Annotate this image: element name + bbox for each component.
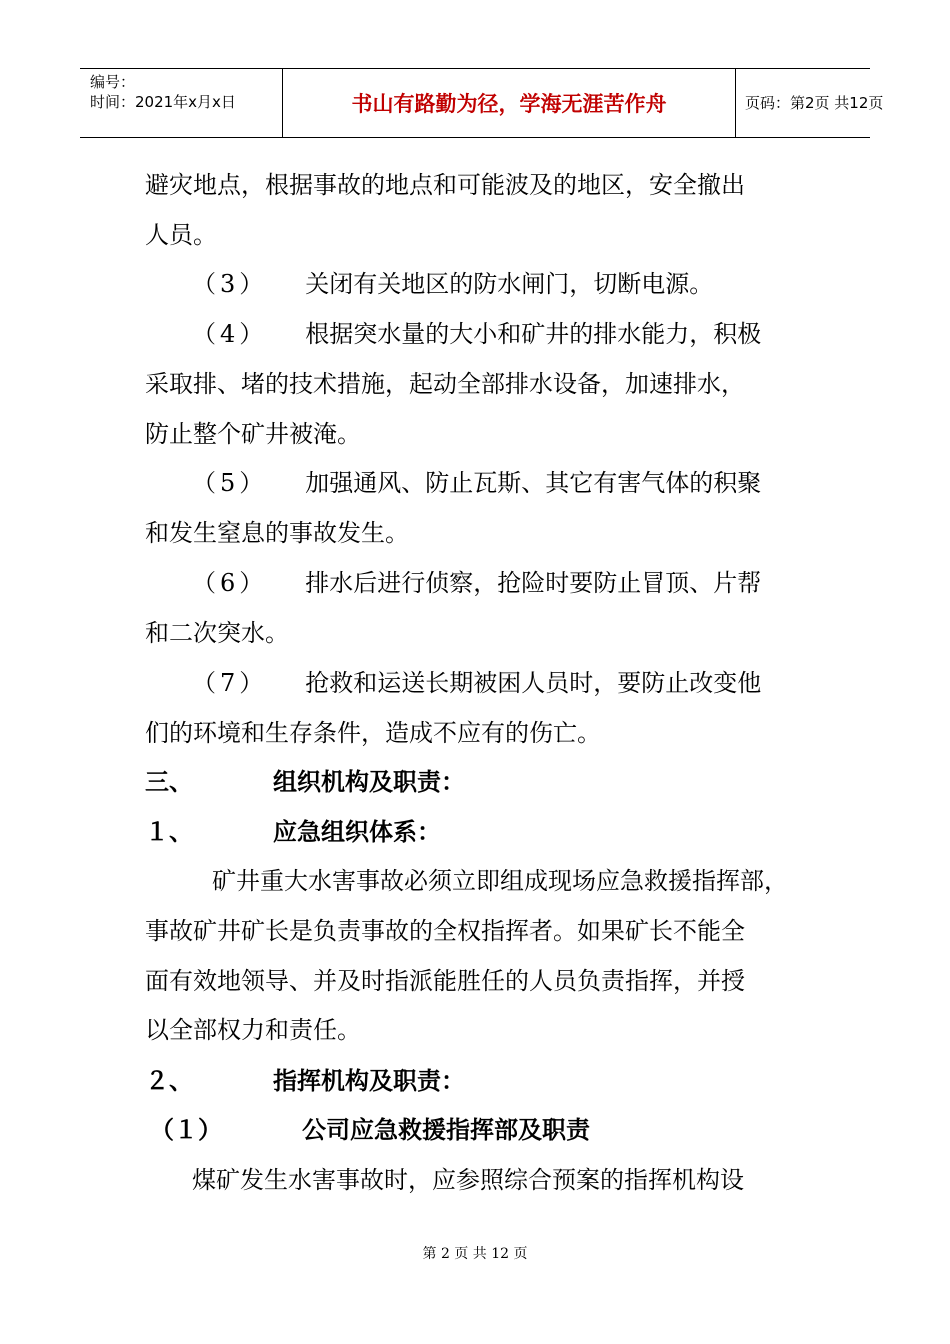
list-item-text: 排水后进行侦察，抢险时要防止冒顶、片帮 [305,569,762,597]
list-item [192,269,713,299]
list-item-text: 加强通风、防止瓦斯、其它有害气体的积聚 [305,469,762,497]
body-line: 采取排、堵的技术措施，起动全部排水设备，加速排水， [145,370,745,398]
page-footer: 第 2 页 共 12 页 [422,1246,528,1262]
subsection-title: 指挥机构及职责： [273,1067,465,1095]
paragraph-line: 煤矿发生水害事故时，应参照综合预案的指挥机构设 [192,1166,744,1194]
subsection-number: １、 [145,818,193,846]
body-line: 们的环境和生存条件，造成不应有的伤亡。 [145,719,601,747]
document-number-label: 编号： [90,73,136,91]
subsection-number: ２、 [145,1067,193,1095]
section-heading [145,767,465,797]
subsection-heading [145,1066,465,1096]
list-item [192,319,761,349]
subsection-number: （１） [150,1116,222,1144]
subsection-title: 应急组织体系： [273,818,441,846]
body-line: 和发生窒息的事故发生。 [145,519,409,547]
subsection-title: 公司应急救援指挥部及职责 [302,1116,590,1144]
document-date: 时间：2021年x月x日 [90,93,236,111]
paragraph-line: 矿井重大水害事故必须立即组成现场应急救援指挥部， [212,867,788,895]
list-item-number: （5） [192,469,268,497]
body-line: 和二次突水。 [145,619,289,647]
header-motto: 书山有路勤为径，学海无涯苦作舟 [351,92,667,116]
subsection-heading [145,817,441,847]
section-number: 三、 [145,768,193,796]
list-item-number: （4） [192,320,268,348]
list-item [192,468,761,498]
list-item-number: （3） [192,270,268,298]
section-title: 组织机构及职责： [273,768,465,796]
list-item [192,668,761,698]
list-item-number: （7） [192,669,268,697]
body-line: 避灾地点，根据事故的地点和可能波及的地区，安全撤出 [145,171,745,199]
body-line: 人员。 [145,221,217,249]
paragraph-line: 面有效地领导、并及时指派能胜任的人员负责指挥，并授 [145,967,745,995]
list-item-number: （6） [192,569,268,597]
list-item-text: 抢救和运送长期被困人员时，要防止改变他 [305,669,762,697]
paragraph-line: 事故矿井矿长是负责事故的全权指挥者。如果矿长不能全 [145,917,745,945]
subsection-heading [150,1115,590,1145]
header-page-info: 页码：第2页 共12页 [745,94,884,112]
header-motto-cell [282,69,736,137]
page-header [80,68,884,138]
body-line: 防止整个矿井被淹。 [145,420,361,448]
header-info-cell [80,69,282,137]
list-item [192,568,761,598]
list-item-text: 根据突水量的大小和矿井的排水能力，积极 [305,320,762,348]
header-page-cell [735,69,884,137]
list-item-text: 关闭有关地区的防水闸门，切断电源。 [305,270,714,298]
paragraph-line: 以全部权力和责任。 [145,1016,361,1044]
